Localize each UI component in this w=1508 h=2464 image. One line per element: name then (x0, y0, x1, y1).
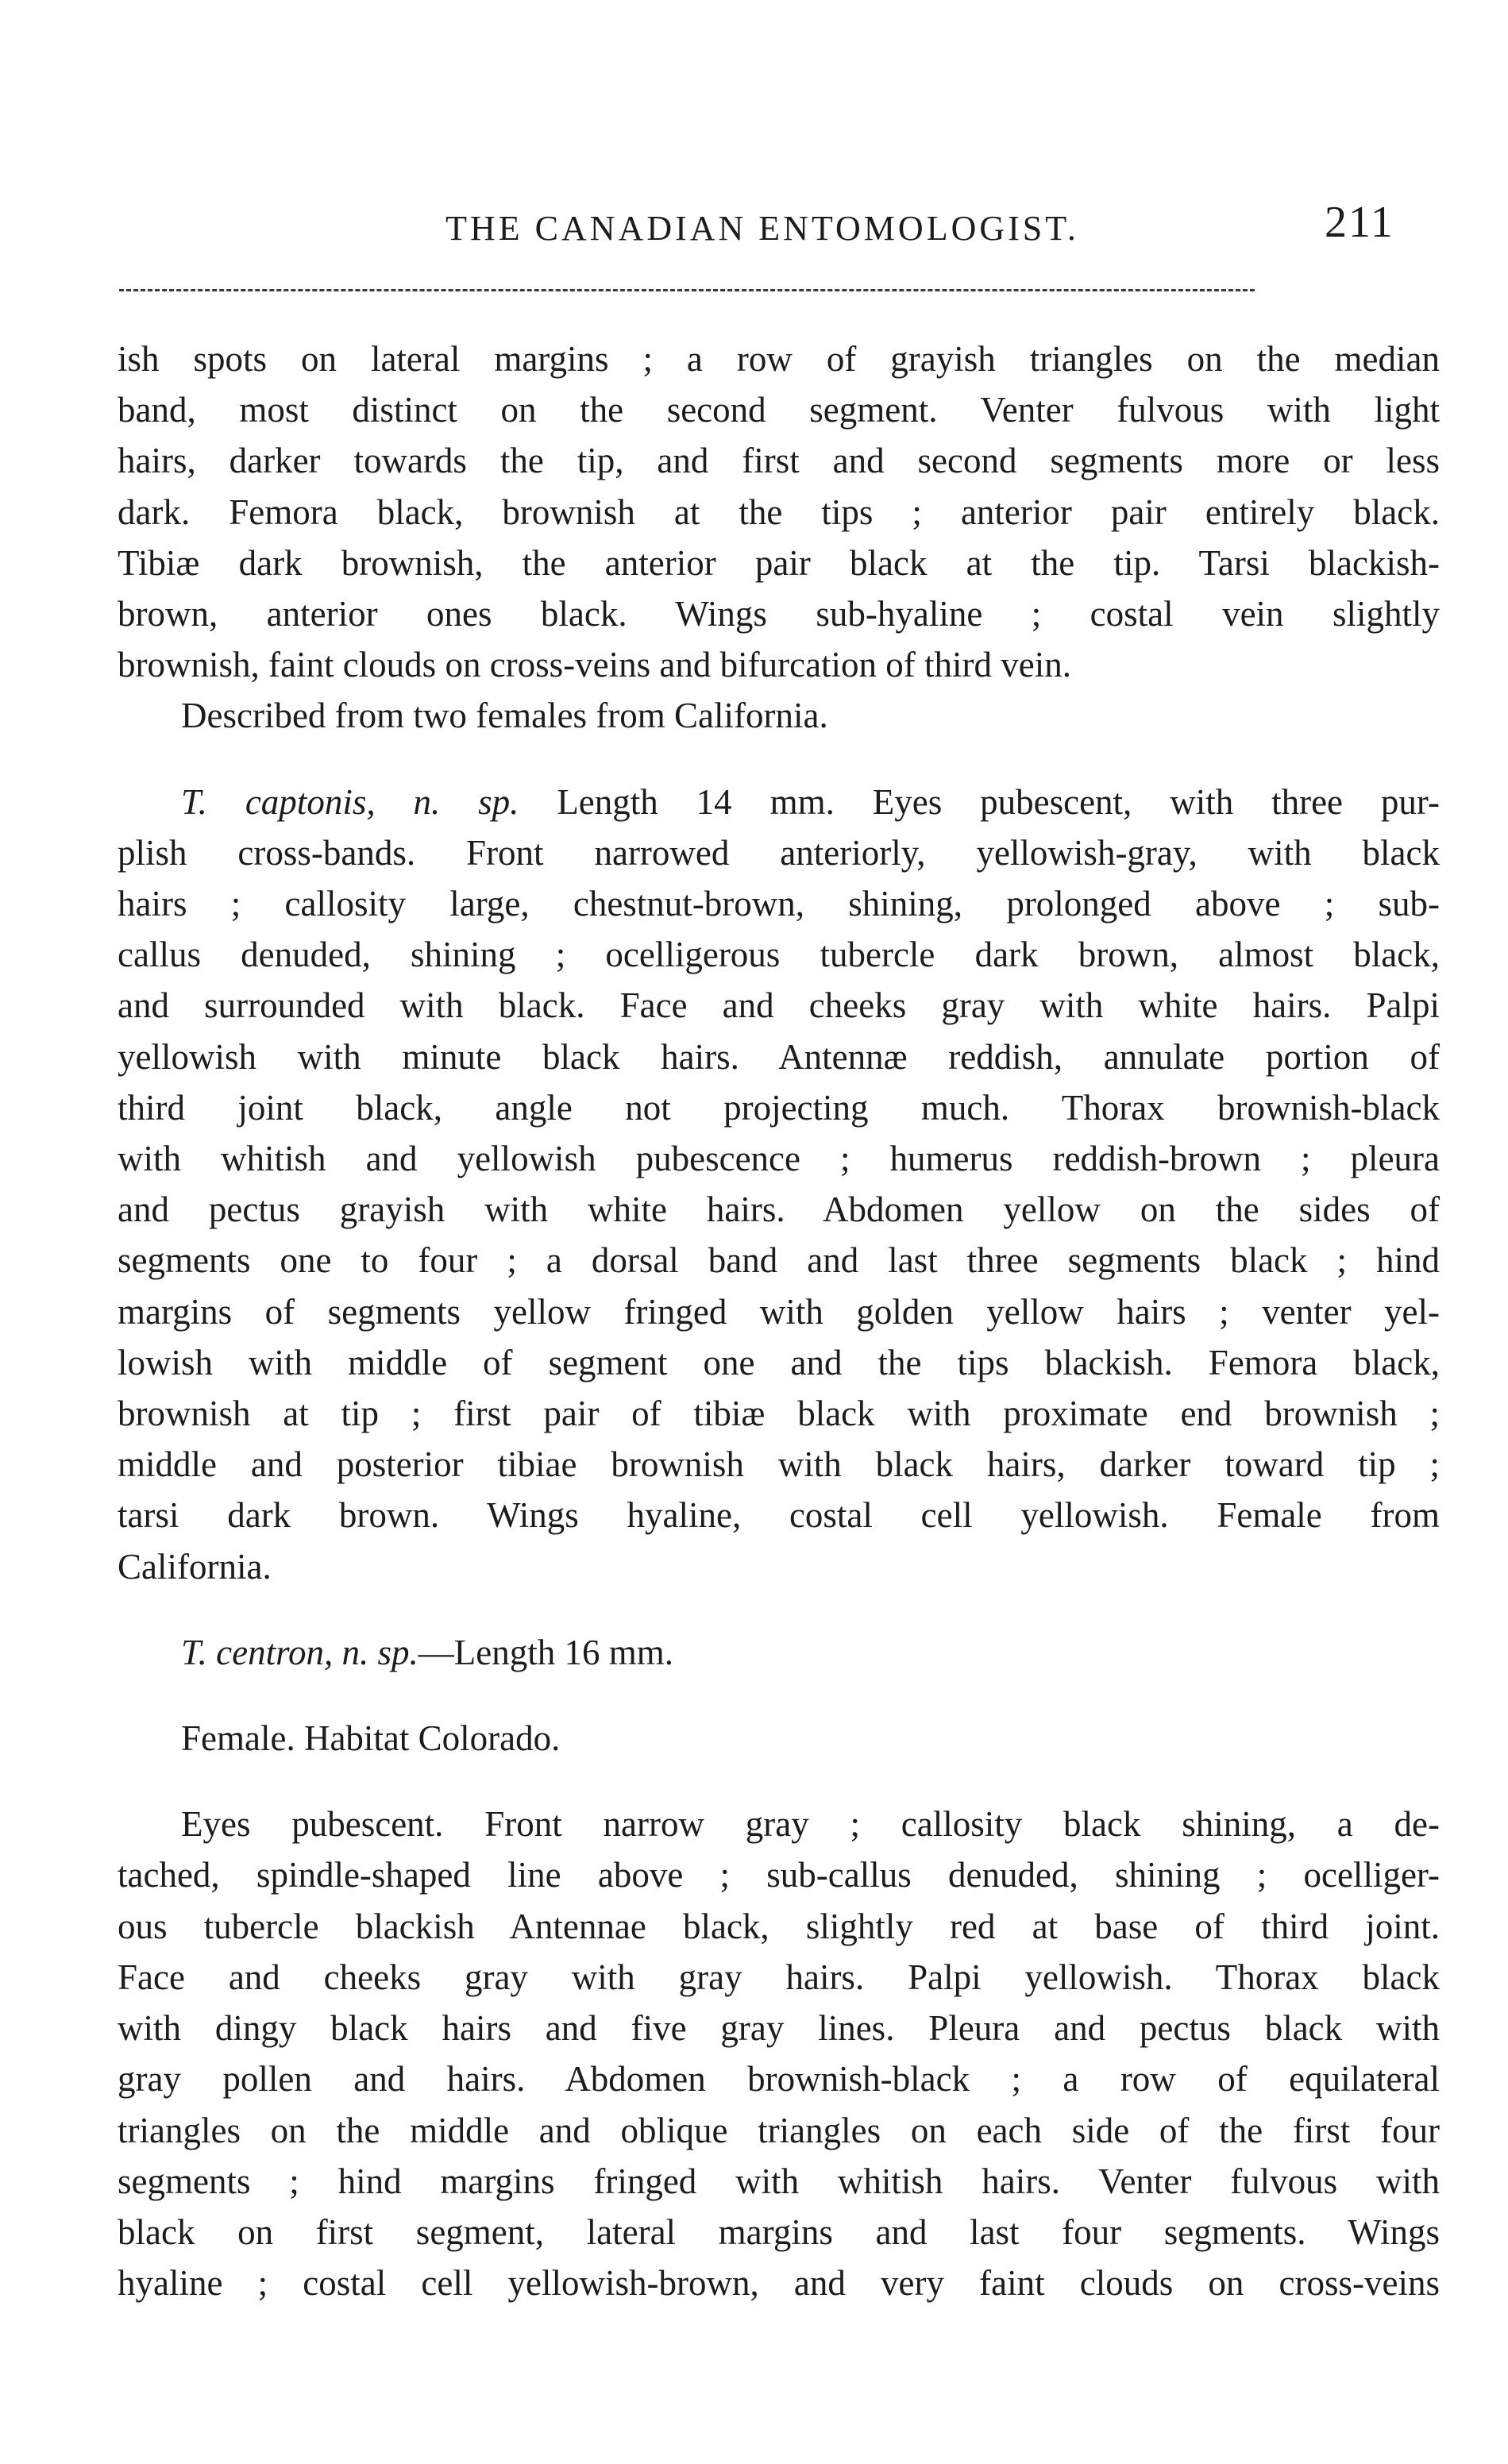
text-line: segments one to four ; a dorsal band and last three segments black ; hind (118, 1240, 1440, 1281)
species-name: T. centron, n. sp. (181, 1632, 418, 1672)
text-line: triangles on the middle and oblique triangles on each side of the first four (118, 2110, 1440, 2150)
text-line: Face and cheeks gray with gray hairs. Palpi yellowish. Thorax black (118, 1957, 1440, 1997)
text-line-rest: Length 14 mm. Eyes pubescent, with three pur- (557, 781, 1440, 822)
text-line: ish spots on lateral margins ; a row of grayish triangles on the median (118, 339, 1440, 379)
text-line: brownish at tip ; first pair of tibiæ black with proximate end brownish ; (118, 1394, 1440, 1434)
text-line: with whitish and yellowish pubescence ; humerus reddish-brown ; pleura (118, 1139, 1440, 1179)
text-line (118, 777, 1440, 827)
text-line: ous tubercle blackish Antennae black, slightly red at base of third joint. (118, 1906, 1440, 1946)
paragraph-centron-heading (118, 1627, 1440, 1678)
text-line: third joint black, angle not projecting much. Thorax brownish-black (118, 1087, 1440, 1128)
header-rule (119, 289, 1255, 291)
paragraph-centron-description (118, 1799, 1440, 2308)
text-line: gray pollen and hairs. Abdomen brownish-black ; a row of equilateral (118, 2059, 1440, 2100)
text-line: with dingy black hairs and five gray lines. Pleura and pectus black with (118, 2008, 1440, 2049)
text-line: lowish with middle of segment one and the tips blackish. Femora black, (118, 1342, 1440, 1382)
text-line-rest: —Length 16 mm. (418, 1632, 673, 1672)
text-line: California. (118, 1546, 272, 1587)
page-number: 211 (1325, 198, 1394, 247)
text-line (118, 1627, 1440, 1678)
running-title: THE CANADIAN ENTOMOLOGIST. (445, 209, 1079, 248)
paragraph-continuation (118, 334, 1440, 690)
paragraph-described (118, 690, 1440, 741)
text-line: hairs, darker towards the tip, and first and second segments more or less (118, 441, 1440, 481)
text-line: segments ; hind margins fringed with whitish hairs. Venter fulvous with (118, 2161, 1440, 2201)
text-line: callus denuded, shining ; ocelligerous tubercle dark brown, almost black, (118, 935, 1440, 975)
text-line: Female. Habitat Colorado. (181, 1718, 561, 1759)
text-line: dark. Femora black, brownish at the tips ; anterior pair entirely black. (118, 492, 1440, 532)
species-name: T. captonis, n. sp. (181, 781, 519, 822)
text-line: hairs ; callosity large, chestnut-brown, shining, prolonged above ; sub- (118, 884, 1440, 924)
paragraph-habitat (118, 1713, 1440, 1764)
text-line: hyaline ; costal cell yellowish-brown, and very faint clouds on cross-veins (118, 2263, 1440, 2304)
text-line: band, most distinct on the second segment. Venter fulvous with light (118, 390, 1440, 430)
text-line: brown, anterior ones black. Wings sub-hyaline ; costal vein slightly (118, 594, 1440, 634)
text-line: plish cross-bands. Front narrowed anteriorly, yellowish-gray, with black (118, 832, 1440, 873)
text-line: Tibiæ dark brownish, the anterior pair black at the tip. Tarsi blackish- (118, 542, 1440, 583)
paragraph-captonis (118, 777, 1440, 1592)
text-line: brownish, faint clouds on cross-veins and bifurcation of third vein. (118, 645, 1072, 685)
text-line: yellowish with minute black hairs. Antennæ reddish, annulate portion of (118, 1036, 1440, 1077)
text-line: Described from two females from California. (181, 696, 828, 736)
text-line: Eyes pubescent. Front narrow gray ; callosity black shining, a de- (181, 1804, 1440, 1845)
text-line: tarsi dark brown. Wings hyaline, costal cell yellowish. Female from (118, 1495, 1440, 1536)
text-line: and pectus grayish with white hairs. Abdomen yellow on the sides of (118, 1190, 1440, 1230)
text-line: middle and posterior tibiae brownish with black hairs, darker toward tip ; (118, 1444, 1440, 1485)
text-line: margins of segments yellow fringed with golden yellow hairs ; venter yel- (118, 1291, 1440, 1332)
text-line: black on first segment, lateral margins and last four segments. Wings (118, 2211, 1440, 2252)
body-text (118, 334, 1440, 2308)
text-line: tached, spindle-shaped line above ; sub-callus denuded, shining ; ocelliger- (118, 1855, 1440, 1895)
text-line: and surrounded with black. Face and cheeks gray with white hairs. Palpi (118, 985, 1440, 1026)
